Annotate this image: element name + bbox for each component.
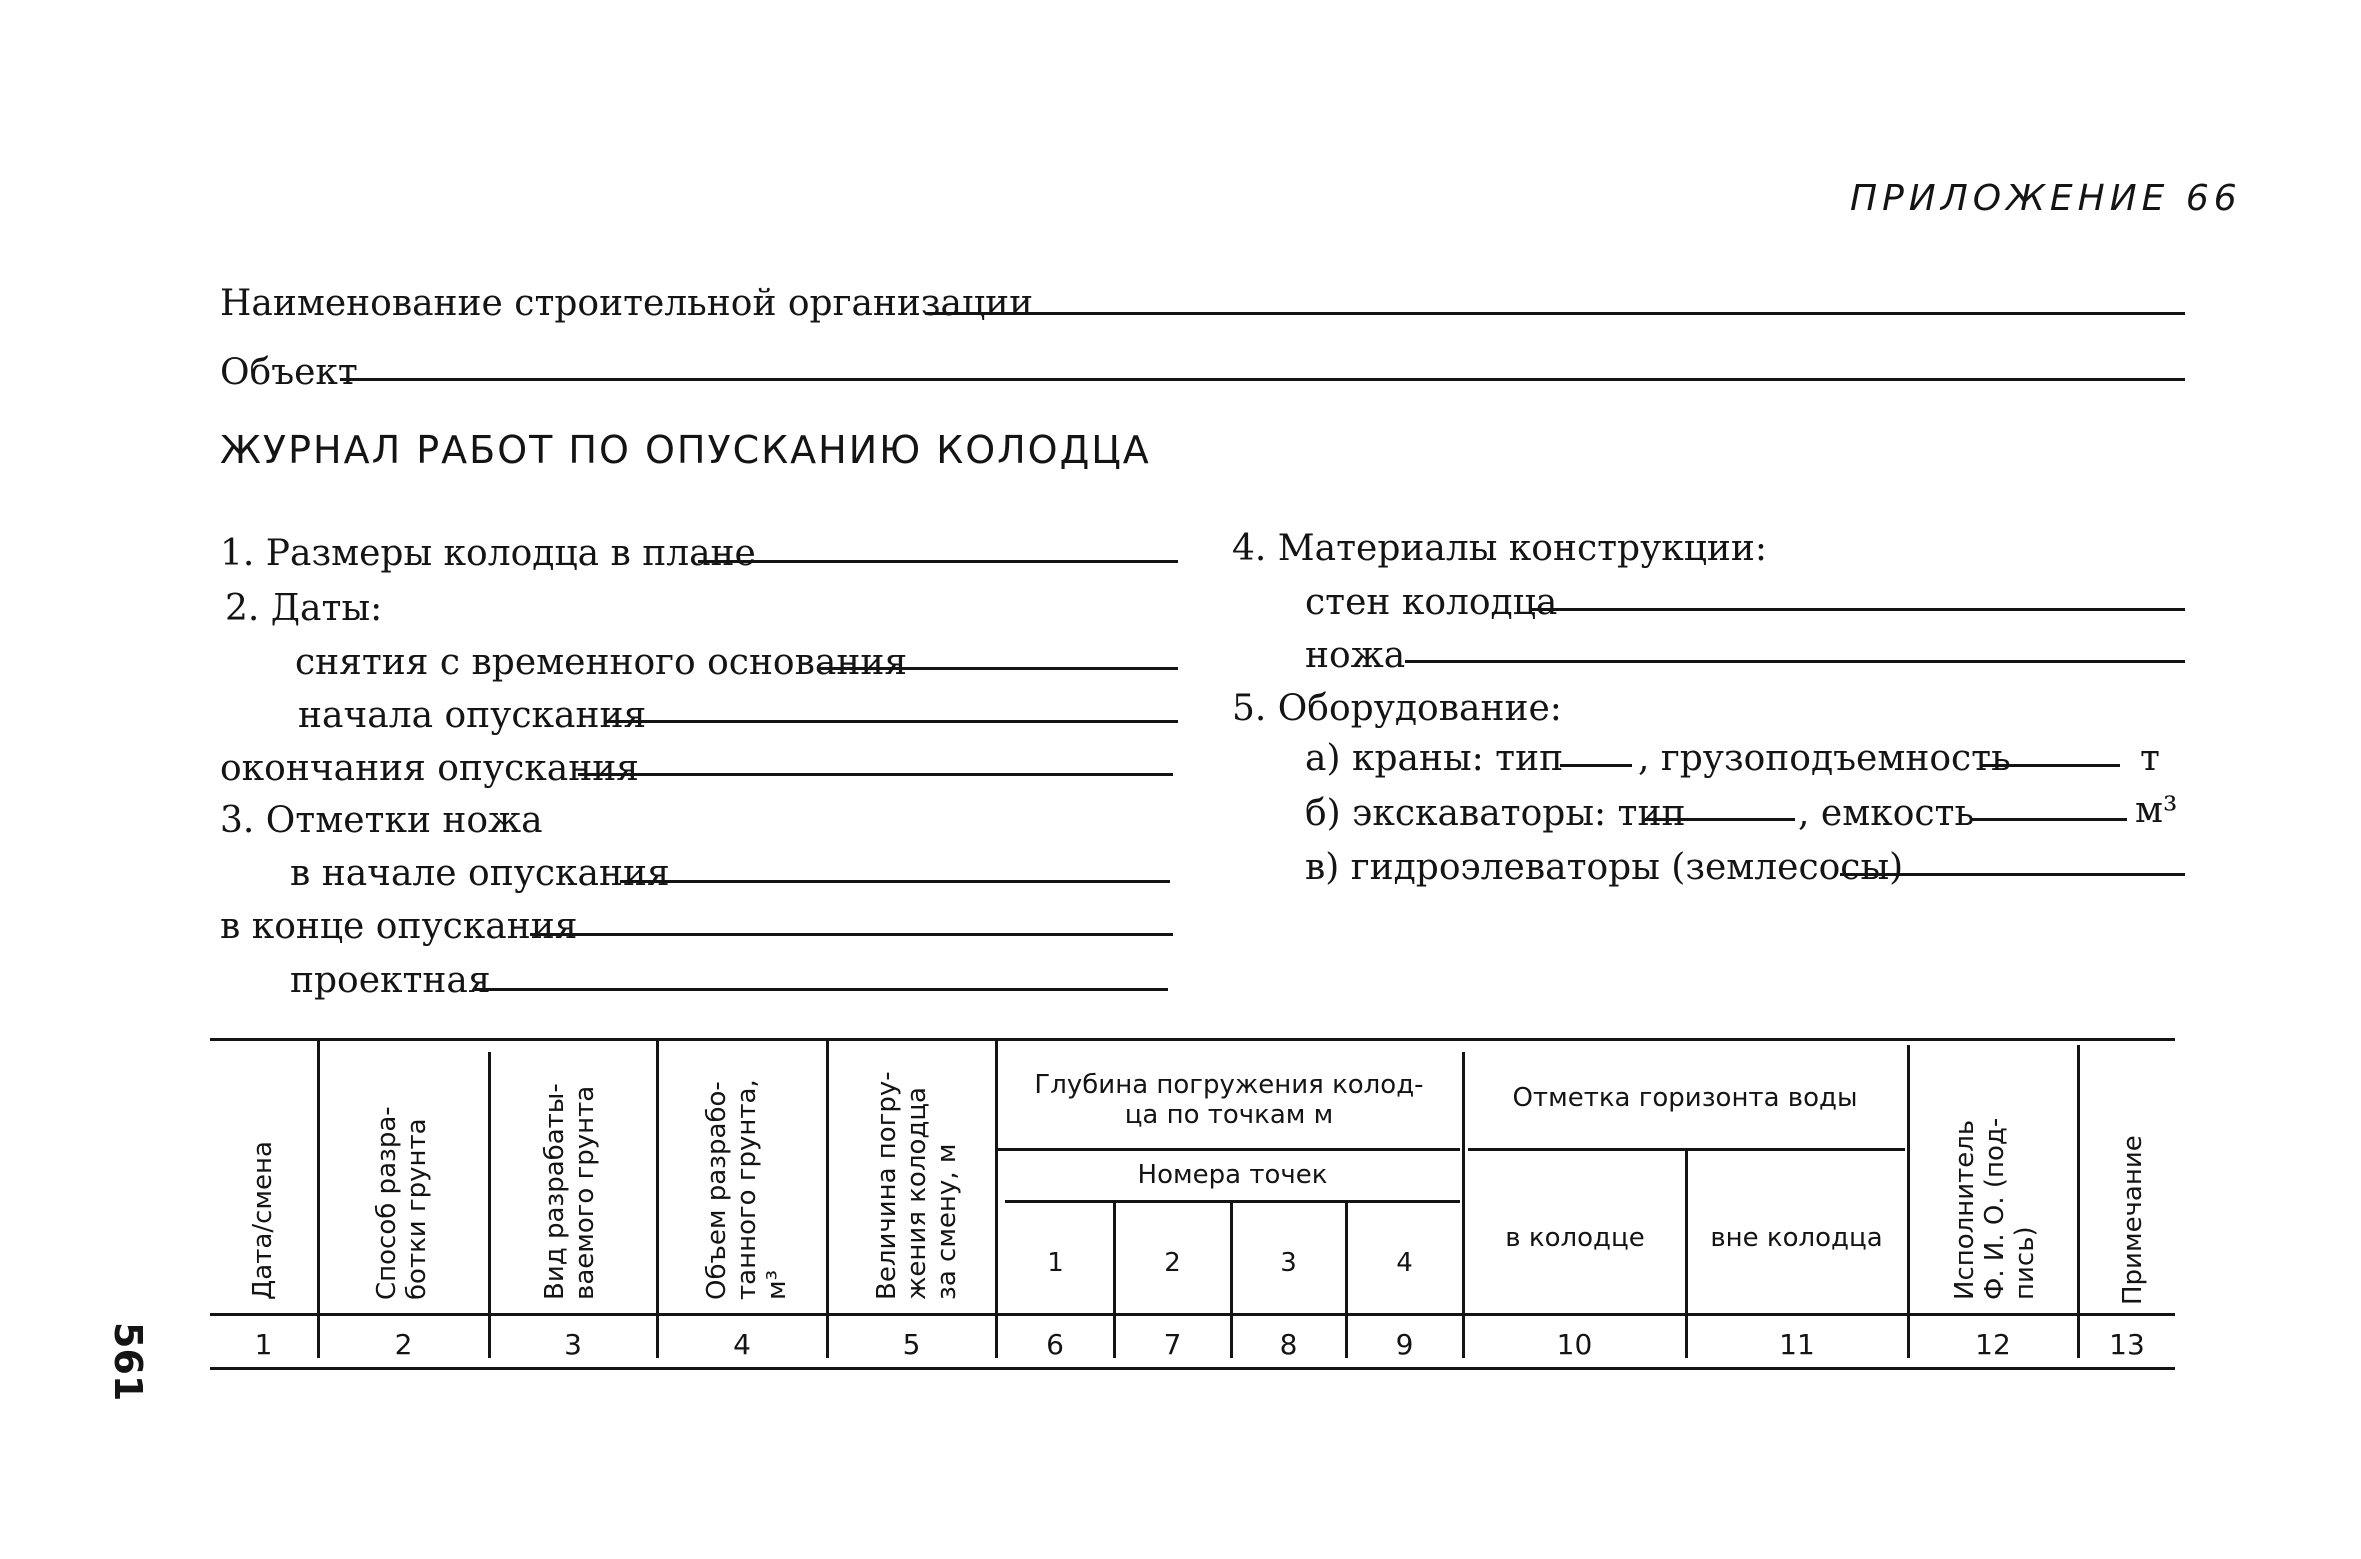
col-number: 2 <box>394 1328 413 1361</box>
col-sep <box>1685 1150 1688 1358</box>
journal-title: ЖУРНАЛ РАБОТ ПО ОПУСКАНИЮ КОЛОДЦА <box>220 428 1151 472</box>
field-excavators-unit: м³ <box>2135 790 2178 831</box>
water-header: Отметка горизонта воды <box>1512 1083 1858 1113</box>
field-removal-label: снятия с временного основания <box>295 642 908 683</box>
org-name-line <box>925 312 2185 315</box>
depth-header: Глубина погружения колод- ца по точкам м <box>1034 1070 1424 1130</box>
field-hydro-label: в) гидроэлеваторы (землесосы) <box>1305 847 1904 888</box>
field-design-label: проектная <box>290 960 491 1001</box>
field-mark-end-line <box>530 933 1173 936</box>
point-1-header: 1 <box>1047 1248 1064 1278</box>
field-removal-line <box>820 667 1178 670</box>
page-number: 561 <box>106 1322 150 1402</box>
col-sep <box>656 1040 659 1358</box>
field-excavators-type-line <box>1645 818 1795 821</box>
col-sinking-header: Величина погру- жения колодца за смену, м <box>872 1071 962 1300</box>
col-number: 8 <box>1279 1328 1298 1361</box>
field-design-line <box>475 988 1168 991</box>
field-cranes-capacity-line <box>1980 764 2120 767</box>
table-bottom-rule <box>210 1367 2175 1370</box>
col-sep <box>1907 1045 1910 1358</box>
appendix-label: ПРИЛОЖЕНИЕ 66 <box>1850 178 2242 219</box>
field-size-label: 1. Размеры колодца в плане <box>220 533 756 574</box>
field-knife-line <box>1405 660 2185 663</box>
field-mark-start-label: в начале опускания <box>290 853 670 894</box>
col-number: 12 <box>1975 1328 2011 1361</box>
water-out-header: вне колодца <box>1710 1223 1883 1253</box>
field-walls-line <box>1530 608 2185 611</box>
field-marks-label: 3. Отметки ножа <box>220 800 543 841</box>
col-sep <box>2077 1045 2080 1358</box>
field-mark-start-line <box>620 880 1170 883</box>
col-number: 5 <box>902 1328 921 1361</box>
field-cranes-unit: т <box>2140 738 2160 779</box>
depth-divider <box>998 1148 1460 1151</box>
points-header: Номера точек <box>1137 1160 1328 1190</box>
field-dates-label: 2. Даты: <box>225 588 383 629</box>
col-sep <box>317 1040 320 1358</box>
point-4-header: 4 <box>1396 1248 1413 1278</box>
col-number: 4 <box>733 1328 751 1361</box>
point-2-header: 2 <box>1164 1248 1181 1278</box>
col-soil-type-header: Вид разрабаты- ваемого грунта <box>540 1083 600 1300</box>
field-end-line <box>578 773 1173 776</box>
field-size-line <box>698 560 1178 563</box>
field-hydro-line <box>1840 873 2185 876</box>
field-excavators-capacity-label: , емкость <box>1798 793 1975 834</box>
field-mark-end-label: в конце опускания <box>220 906 578 947</box>
col-number: 10 <box>1556 1328 1593 1361</box>
field-knife-label: ножа <box>1305 635 1406 676</box>
col-method-header: Способ разра- ботки грунта <box>372 1106 432 1300</box>
col-number: 11 <box>1779 1328 1815 1361</box>
col-number: 6 <box>1046 1328 1064 1361</box>
col-sep <box>488 1052 491 1358</box>
object-label: Объект <box>220 352 358 393</box>
field-end-label: окончания опускания <box>220 748 639 789</box>
col-number: 1 <box>254 1328 273 1361</box>
col-number: 7 <box>1163 1328 1182 1361</box>
col-note-header: Примечание <box>2118 1135 2148 1305</box>
field-excavators-label: б) экскаваторы: тип <box>1305 793 1686 834</box>
field-cranes-capacity-label: , грузоподъемность <box>1638 738 2011 779</box>
water-in-header: в колодце <box>1505 1223 1645 1253</box>
col-executor-header: Исполнитель Ф. И. О. (под- пись) <box>1950 1117 2040 1300</box>
field-cranes-type-line <box>1560 764 1632 767</box>
col-number: 13 <box>2109 1328 2145 1361</box>
object-line <box>340 378 2185 381</box>
field-materials-label: 4. Материалы конструкции: <box>1232 528 1768 569</box>
field-equipment-label: 5. Оборудование: <box>1232 688 1562 729</box>
col-volume-header: Объем разрабо- танного грунта, м³ <box>702 1079 792 1300</box>
field-walls-label: стен колодца <box>1305 582 1558 623</box>
field-cranes-label: а) краны: тип <box>1305 738 1564 779</box>
field-excavators-capacity-line <box>1972 818 2127 821</box>
col-number: 3 <box>564 1328 582 1361</box>
header-bottom-rule <box>210 1313 2175 1316</box>
org-name-label: Наименование строительной организации <box>220 283 1034 324</box>
table-top-rule <box>210 1038 2175 1041</box>
point-3-header: 3 <box>1280 1248 1297 1278</box>
col-date-header: Дата/смена <box>248 1141 278 1300</box>
field-start-line <box>605 720 1178 723</box>
col-number: 9 <box>1395 1328 1414 1361</box>
col-sep <box>826 1040 829 1358</box>
field-start-label: начала опускания <box>298 695 647 736</box>
